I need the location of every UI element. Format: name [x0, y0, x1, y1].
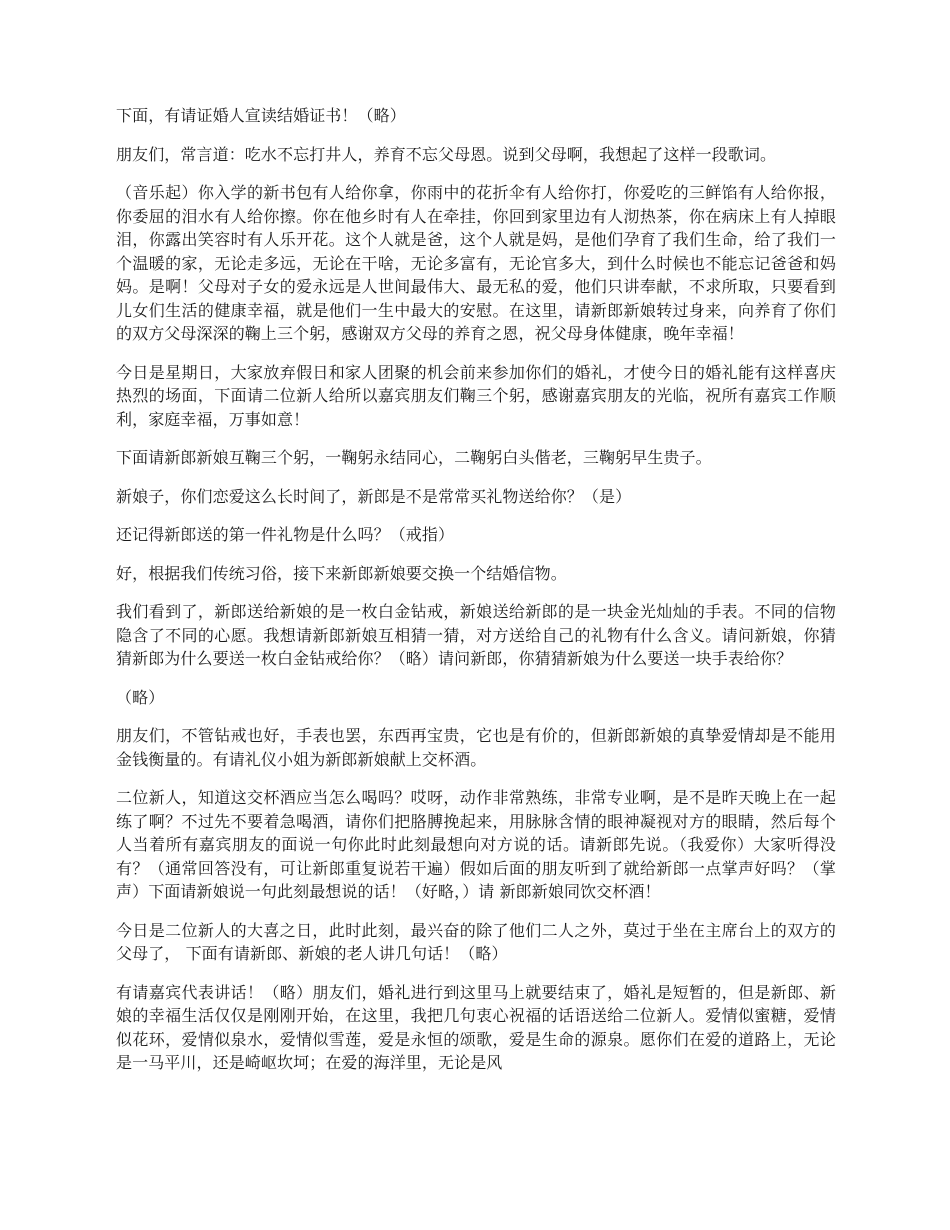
paragraph-song-lyrics: （音乐起）你入学的新书包有人给你拿，你雨中的花折伞有人给你打，你爱吃的三鲜馅有人给你报，你委屈的泪水有人给你擦。你在他乡时有人在牵挂，你回到家里边有人沏热茶，你在病床上有人掉眼泪，你露出笑容时有人乐开花。这个人就是爸，这个人就是妈，是他们孕育了我们生命，给了我们一个温暖的家，无论走多远，无论在干啥，无论多富有，无论官多大，到什么时候也不能忘记爸爸和妈妈。是啊！父母对子女的爱永远是人世间最伟大、最无私的爱，他们只讲奉献，不求所取，只要看到儿女们生活的健康幸福，就是他们一生中最大的安慰。在这里，请新郎新娘转过身来，向养育了你们的双方父母深深的鞠上三个躬，感谢双方父母的养育之恩，祝父母身体健康，晚年幸福！: [116, 183, 836, 343]
paragraph-guest-speech-blessing: 有请嘉宾代表讲话！（略）朋友们，婚礼进行到这里马上就要结束了，婚礼是短暂的，但是新郎、新娘的幸福生活仅仅是刚刚开始，在这里，我把几句衷心祝福的话语送给二位新人。爱情似蜜糖，爱情似花环，爱情似泉水，爱情似雪莲，爱是永恒的颂歌，爱是生命的源泉。愿你们在爱的道路上，无论是一马平川，还是崎岖坎坷；在爱的海洋里，无论是风: [116, 982, 836, 1072]
paragraph-thank-guests: 今日是星期日，大家放弃假日和家人团聚的机会前来参加你们的婚礼，才使今日的婚礼能有这样喜庆热烈的场面，下面请二位新人给所以嘉宾朋友们鞠三个躬，感谢嘉宾朋友的光临，祝所有嘉宾工作顺利，家庭幸福，万事如意！: [116, 362, 836, 429]
paragraph-omitted: （略）: [116, 687, 165, 707]
paragraph-exchange-tokens: 好，根据我们传统习俗，接下来新郎新娘要交换一个结婚信物。: [116, 563, 567, 583]
paragraph-wedding-toast: 二位新人，知道这交杯酒应当怎么喝吗？哎呀，动作非常熟练，非常专业啊，是不是昨天晚上在一起练了啊？不过先不要着急喝酒，请你们把胳膊挽起来，用脉脉含情的眼神凝视对方的眼睛，然后每个人当着所有嘉宾朋友的面说一句你此时此刻最想向对方说的话。请新郎先说。（我爱你）大家听得没有？（通常回答没有，可让新郎重复说若干遍）假如后面的朋友听到了就给新郎一点掌声好吗？（掌声）下面请新娘说一句此刻最想说的话！（好略，）请 新郎新娘同饮交杯酒！: [116, 788, 836, 901]
paragraph-gift-question: 新娘子，你们恋爱这么长时间了，新郎是不是常常买礼物送给你？（是）: [116, 486, 632, 506]
paragraph-parents-gratitude: 朋友们，常言道：吃水不忘打井人，养育不忘父母恩。说到父母啊，我想起了这样一段歌词。: [116, 144, 777, 164]
paragraph-mutual-bows: 下面请新郎新娘互鞠三个躬，一鞠躬永结同心，二鞠躬白头偕老，三鞠躬早生贵子。: [116, 448, 712, 467]
paragraph-ring-and-watch: 我们看到了，新郎送给新娘的是一枚白金钻戒，新娘送给新郎的是一块金光灿灿的手表。不同的信物隐含了不同的心愿。我想请新郎新娘互相猜一猜，对方送给自己的礼物有什么含义。请问新娘，你猜猜新郎为什么要送一枚白金钻戒给你？（略）请问新郎，你猜猜新娘为什么要送一块手表给你？: [116, 602, 836, 668]
paragraph-true-love: 朋友们，不管钻戒也好，手表也罢，东西再宝贵，它也是有价的，但新郎新娘的真挚爱情却是不能用金钱衡量的。有请礼仪小姐为新郎新娘献上交杯酒。: [116, 726, 836, 769]
paragraph-first-gift: 还记得新郎送的第一件礼物是什么吗？（戒指）: [116, 525, 455, 544]
paragraph-parents-speech: 今日是二位新人的大喜之日，此时此刻，最兴奋的除了他们二人之外，莫过于坐在主席台上的双方的父母了， 下面有请新郎、新娘的老人讲几句话！（略）: [116, 920, 836, 963]
document-page: [116, 104, 836, 1090]
paragraph-notary-reading: 下面，有请证婚人宣读结婚证书！（略）: [116, 106, 406, 125]
